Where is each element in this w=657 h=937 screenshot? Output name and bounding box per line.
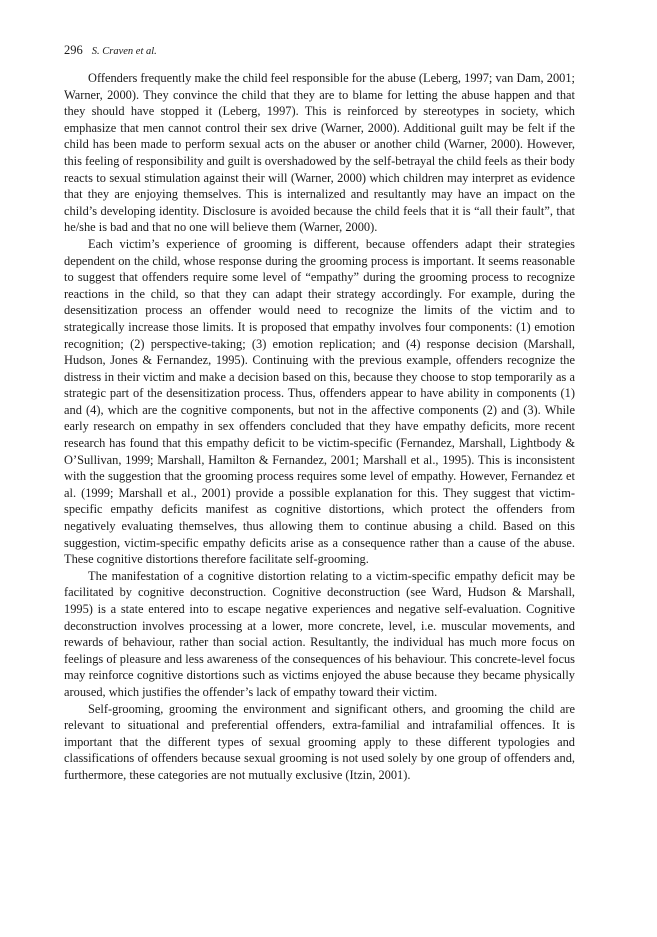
running-head-authors: S. Craven et al. (91, 46, 157, 57)
page-number: 296 (64, 43, 83, 57)
paragraph-responsibility: Offenders frequently make the child feel responsible for the abuse (Leberg, 1997; van Dam, 2001; Warner, 2000). They convince the child that they are to blame for letting the abuse happen and that they should have stopped it (Leberg, 1997). This is reinforced by stereotypes in society, which emphasize that men cannot control their sex drive (Warner, 2000). Additional guilt may be felt if the child has been made to perform sexual acts on the abuser or another child (Warner, 2000). However, this feeling of responsibility and guilt is overshadowed by the self-betrayal the child feels as their body reacts to sexual stimulation against their will (Warner, 2000) which children may interpret as evidence that they are enjoying themselves. This is internalized and resultantly may have an impact on the child’s developing identity. Disclosure is avoided because the child feels that it is “all their fault”, that he/she is bad and that no one will believe them (Warner, 2000). (64, 71, 575, 235)
running-head (64, 42, 575, 60)
paragraph-empathy: Each victim’s experience of grooming is different, because offenders adapt their strategies dependent on the child, whose response during the grooming process is important. It seems reasonable to suggest that offenders require some level of “empathy” during the grooming process to recognize reactions in the child, so that they can adapt their strategy accordingly. For example, during the desensitization process an offender would need to recognize the limits of the victim and to strategically increase those limits. It is proposed that empathy involves four components: (1) emotion recognition; (2) perspective-taking; (3) emotion replication; and (4) response decision (Marshall, Hudson, Jones & Fernandez, 1995). Continuing with the previous example, offenders recognize the distress in their victim and make a decision based on this, because they choose to stop temporarily as a strategic part of the desensitization process. Thus, offenders appear to have ability in components (1) and (4), which are the cognitive components, but not in the affective components (2) and (3). While early research on empathy in sex offenders concluded that they have empathy deficits, more recent research has found that this empathy deficit to be victim-specific (Fernandez, Marshall, Lightbody & O’Sullivan, 1999; Marshall, Hamilton & Fernandez, 2001; Marshall et al., 1995). This is inconsistent with the suggestion that the grooming process requires some level of empathy. However, Fernandez et al. (1999; Marshall et al., 2001) provide a possible explanation for this. They suggest that victim-specific empathy deficits manifest as cognitive distortions, which protect the offenders from negatively evaluating themselves, thus allowing them to continue abusing a child. Based on this suggestion, victim-specific empathy deficits arise as a consequence rather than a cause of the abuse. These cognitive distortions therefore facilitate self-grooming. (64, 236, 575, 567)
paragraph-grooming-types: Self-grooming, grooming the environment and significant others, and grooming the child are relevant to situational and preferential offenders, extra-familial and intrafamilial offences. It is important that the different types of sexual grooming apply to these different typologies and classifications of offenders because sexual grooming is not used solely by one group of offenders and, furthermore, these categories are not mutually exclusive (Itzin, 2001). (64, 701, 575, 782)
paragraph-cognitive-deconstruction: The manifestation of a cognitive distortion relating to a victim-specific empathy deficit may be facilitated by cognitive deconstruction. Cognitive deconstruction (see Ward, Hudson & Marshall, 1995) is a state entered into to escape negative experiences and negative self-evaluation. Cognitive deconstruction involves processing at a lower, more concrete, level, i.e. muscular movements, and rewards of behaviour, rather than social action. Resultantly, the individual has much more focus on feelings of pleasure and less awareness of the consequences of his behaviour. This concrete-level focus may reinforce cognitive distortions such as victims enjoyed the abuse because they became physically aroused, which justifies the offender’s lack of empathy toward their victim. (64, 568, 575, 699)
article-body (64, 70, 575, 784)
